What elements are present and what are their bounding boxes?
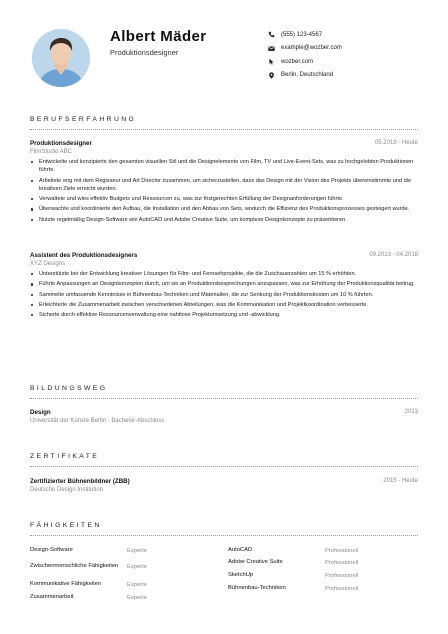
- certificate-date: 2015 - Heute: [383, 478, 418, 484]
- skill-level: Experte: [127, 547, 147, 554]
- section-divider: [30, 129, 418, 130]
- job-bullet: Erleichterte die Zusammenarbeit zwischen verschiedenen Abteilungen, was die Kommunikation und Projektkoordination verbesserte.: [30, 301, 418, 309]
- certificate-title: Zertifizierter Bühnenbildner (ZBB): [30, 478, 130, 485]
- skill-item: [30, 556, 210, 578]
- job-bullet: Arbeitete eng mit dem Regisseur und Art Director zusammen, um sicherzustellen, dass das Design mit der Vision des Projekts übereinstimmte und die kreativen Ziele erreicht wurden.: [30, 177, 418, 194]
- contact-email: [268, 42, 342, 56]
- job-bullets: [30, 158, 418, 226]
- skill-level: Professionell: [325, 572, 359, 579]
- job-bullet: Verwaltete und wies effektiv Budgets und Ressourcen zu, was zur fristgerechten Erfüllung der Designanforderungen führte.: [30, 195, 418, 203]
- job-bullet: Sicherte durch effektive Ressourcenverwaltung eine nahtlose Projektumsetzung und -abwicklung.: [30, 311, 418, 319]
- portrait-image: [32, 29, 90, 87]
- skill-item: [30, 545, 210, 556]
- skill-level: Experte: [127, 564, 147, 570]
- email-icon: [268, 45, 275, 52]
- skill-level: Professionell: [325, 547, 359, 554]
- job-company: FilmStudio ABC: [30, 149, 73, 155]
- contact-email-text[interactable]: example@wozber.com: [281, 45, 342, 52]
- job-company: XYZ Designs: [30, 261, 66, 267]
- contact-list: [268, 28, 342, 82]
- section-divider: [30, 398, 418, 399]
- job-dates: 05.2018 - Heute: [374, 140, 418, 146]
- job-bullet: Unterstützte bei der Entwicklung kreativer Lösungen für Film- und Fernsehprojekte, die die Zuschauerzahlen um 15 % erhöhten.: [30, 270, 418, 278]
- education-title: Design: [30, 409, 51, 416]
- job-bullet: Nutzte regelmäßig Design-Software wie AutoCAD und Adobe Creative Suite, um komplexe Designkonzepte zu präsentieren.: [30, 216, 418, 224]
- skill-item: [228, 556, 408, 569]
- certificate-issuer: Deutsche Design Institution: [30, 487, 104, 493]
- location-icon: [268, 72, 275, 79]
- contact-website: [268, 55, 342, 69]
- contact-website-text[interactable]: wozber.com: [281, 58, 314, 65]
- profile-photo: [32, 29, 90, 87]
- section-title-skills: FÄHIGKEITEN: [30, 522, 102, 529]
- job-bullets: [30, 270, 418, 321]
- skill-level: Experte: [127, 594, 147, 601]
- skill-name: Zusammenarbeit: [30, 593, 74, 600]
- job-dates: 09.2013 - 04.2018: [369, 252, 418, 258]
- skill-level: Experte: [127, 581, 147, 588]
- candidate-role: Produktionsdesigner: [110, 48, 179, 57]
- job-title: Assistent des Produktionsdesigners: [30, 252, 138, 259]
- education-date: 2013: [404, 409, 418, 415]
- education-institution: Universität der Künste Berlin - Bachelor-Abschluss: [30, 418, 165, 424]
- link-icon: [268, 58, 275, 65]
- skill-name: Design-Software: [30, 546, 73, 553]
- section-title-experience: BERUFSERFAHRUNG: [30, 116, 137, 123]
- section-divider: [30, 535, 418, 536]
- skill-name: Bühnenbau-Techniken: [228, 584, 286, 591]
- job-bullet: Sammelte umfassende Kenntnisse in Bühnenbau-Techniken und Materialien, die zur Senkung der Produktionskosten um 10 % führten.: [30, 291, 418, 299]
- skill-name: AutoCAD: [228, 546, 253, 553]
- skill-level: Professionell: [325, 585, 359, 592]
- contact-location: [268, 69, 342, 83]
- skill-name: Zwischenmenschliche Fähigkeiten: [30, 563, 119, 570]
- skill-item: [228, 569, 408, 582]
- skill-level: Professionell: [325, 559, 359, 566]
- skill-item: [30, 578, 210, 591]
- section-divider: [30, 466, 418, 467]
- skill-name: Kommunikative Fähigkeiten: [30, 580, 102, 587]
- job-bullet: Führte Anpassungen an Designkonzepten durch, um sie an Produktionsbesprechungen anzupassen, was zur Erhöhung der Produktionsqualität beitrug.: [30, 280, 418, 288]
- job-title: Produktionsdesigner: [30, 140, 92, 147]
- section-title-education: BILDUNGSWEG: [30, 385, 108, 392]
- contact-phone: [268, 28, 342, 42]
- candidate-name: Albert Mäder: [110, 28, 207, 45]
- skills-column-right: [228, 545, 408, 595]
- job-bullet: Überwachte und koordinierte den Aufbau, die Installation und den Abbau von Sets, wodurch die Effizienz des Produktionsprozesses gesteigert wurde.: [30, 205, 418, 213]
- skill-item: [228, 545, 408, 556]
- section-title-certificates: ZERTIFIKATE: [30, 453, 100, 460]
- contact-phone-text: (555) 123-4567: [281, 31, 323, 38]
- skills-column-left: [30, 545, 210, 604]
- skill-name: Adobe Creative Suite: [228, 558, 283, 565]
- skill-name: SketchUp: [228, 571, 254, 578]
- job-bullet: Entwickelte und konzipierte den gesamten visuellen Stil und die Designelemente von Film, TV und Live-Event-Sets, was zu hochgelobten Produktionen führte.: [30, 158, 418, 175]
- contact-location-text: Berlin, Deutschland: [281, 72, 334, 79]
- phone-icon: [268, 31, 275, 38]
- skill-item: [228, 582, 408, 595]
- skill-item: [30, 591, 210, 604]
